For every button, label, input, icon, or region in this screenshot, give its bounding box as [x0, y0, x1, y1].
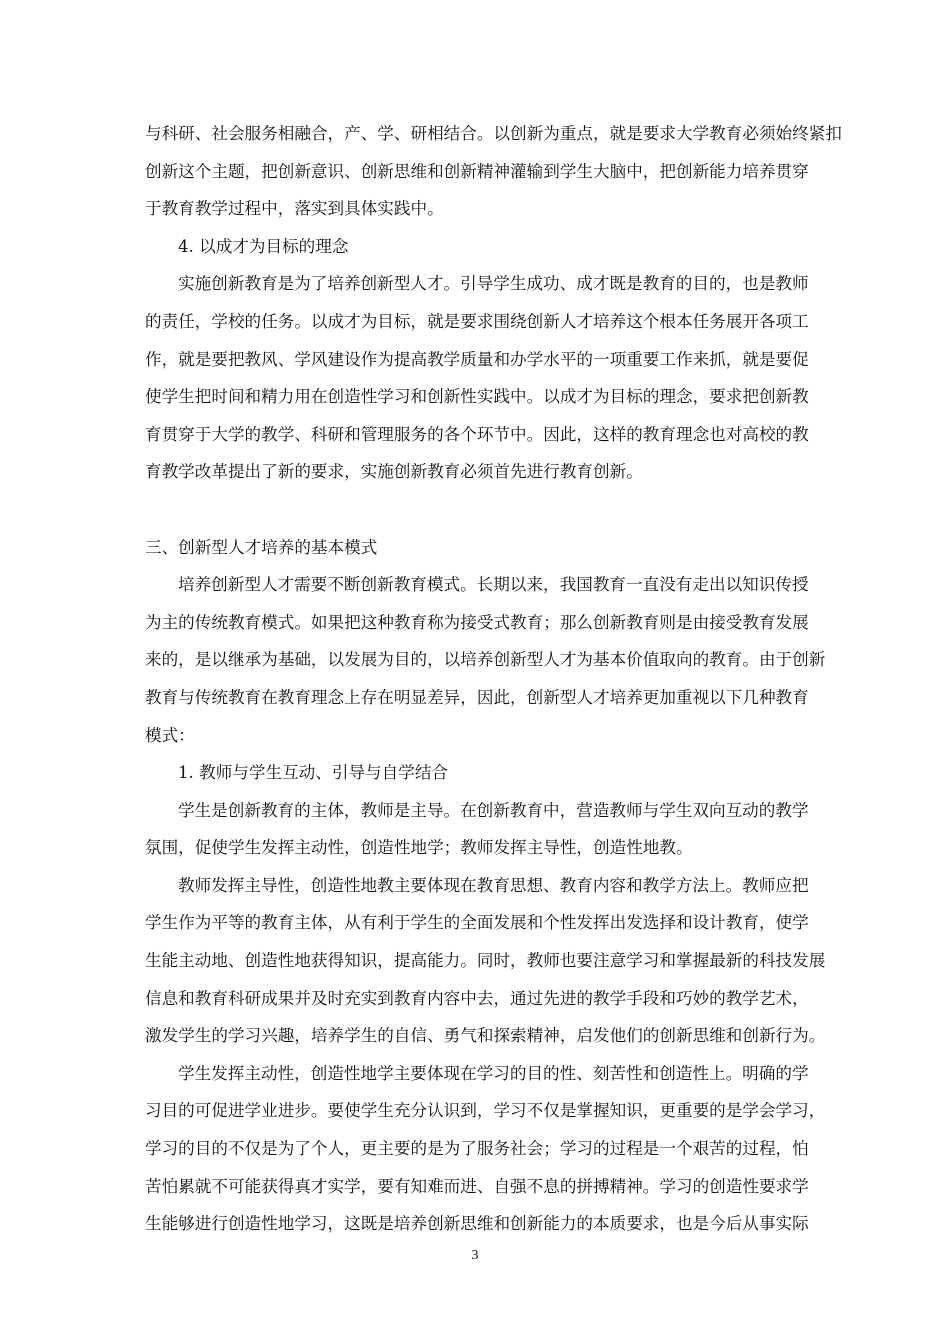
paragraph-line: 为主的传统教育模式。如果把这种教育称为接受式教育；那么创新教育则是由接受教育发展	[145, 612, 809, 632]
paragraph-line: 的责任，学校的任务。以成才为目标，就是要求围绕创新人才培养这个根本任务展开各项工	[145, 311, 809, 331]
body-text	[145, 115, 842, 1243]
paragraph-line: 实施创新教育是为了培养创新型人才。引导学生成功、成才既是教育的目的，也是教师	[178, 274, 809, 294]
paragraph-line: 生能够进行创造性地学习，这既是培养创新思维和创新能力的本质要求，也是今后从事实际	[145, 1214, 809, 1234]
paragraph-line: 学生发挥主动性，创造性地学主要体现在学习的目的性、刻苦性和创造性上。明确的学	[178, 1063, 809, 1083]
paragraph-line: 育教学改革提出了新的要求，实施创新教育必须首先进行教育创新。	[145, 462, 643, 482]
paragraph-line: 氛围，促使学生发挥主动性，创造性地学；教师发挥主导性，创造性地教。	[145, 838, 693, 858]
paragraph-line: 于教育教学过程中，落实到具体实践中。	[145, 199, 444, 219]
list-item-heading: 4. 以成才为目标的理念	[178, 236, 349, 256]
list-item-heading: 1. 教师与学生互动、引导与自学结合	[178, 763, 449, 783]
paragraph-line: 信息和教育科研成果并及时充实到教育内容中去，通过先进的教学手段和巧妙的教学艺术，	[145, 988, 809, 1008]
blank-line	[145, 491, 806, 529]
section-heading: 三、创新型人才培养的基本模式	[145, 537, 378, 557]
paragraph-line: 作，就是要把教风、学风建设作为提高教学质量和办学水平的一项重要工作来抓，就是要促	[145, 349, 809, 369]
paragraph-line: 来的，是以继承为基础，以发展为目的，以培养创新型人才为基本价值取向的教育。由于创新	[145, 650, 826, 670]
paragraph-line: 激发学生的学习兴趣，培养学生的自信、勇气和探索精神，启发他们的创新思维和创新行为。	[145, 1026, 826, 1046]
paragraph-line: 教师发挥主导性，创造性地教主要体现在教育思想、教育内容和教学方法上。教师应把	[178, 875, 809, 895]
paragraph-line: 模式：	[145, 725, 195, 745]
page-number: 3	[471, 1248, 479, 1263]
paragraph-line: 与科研、社会服务相融合，产、学、研相结合。以创新为重点，就是要求大学教育必须始终紧扣	[145, 124, 842, 143]
paragraph-line: 教育与传统教育在教育理念上存在明显差异，因此，创新型人才培养更加重视以下几种教育	[145, 687, 809, 707]
paragraph-line: 创新这个主题，把创新意识、创新思维和创新精神灌输到学生大脑中，把创新能力培养贯穿	[145, 161, 809, 181]
paragraph-line: 习目的可促进学业进步。要使学生充分认识到，学习不仅是掌握知识，更重要的是学会学习，	[145, 1101, 826, 1121]
paragraph-line: 使学生把时间和精力用在创造性学习和创新性实践中。以成才为目标的理念，要求把创新教	[145, 387, 809, 407]
paragraph-line: 生能主动地、创造性地获得知识，提高能力。同时，教师也要注意学习和掌握最新的科技发展	[145, 951, 826, 971]
paragraph-line: 学生是创新教育的主体，教师是主导。在创新教育中，营造教师与学生双向互动的教学	[178, 800, 809, 820]
paragraph-line: 学习的目的不仅是为了个人，更主要的是为了服务社会；学习的过程是一个艰苦的过程，怕	[145, 1139, 809, 1159]
paragraph-line: 育贯穿于大学的教学、科研和管理服务的各个环节中。因此，这样的教育理念也对高校的教	[145, 424, 809, 444]
paragraph-line: 学生作为平等的教育主体，从有利于学生的全面发展和个性发挥出发选择和设计教育，使学	[145, 913, 809, 933]
paragraph-line: 培养创新型人才需要不断创新教育模式。长期以来，我国教育一直没有走出以知识传授	[178, 575, 809, 595]
paragraph-line: 苦怕累就不可能获得真才实学，要有知难而进、自强不息的拼搏精神。学习的创造性要求学	[145, 1176, 809, 1196]
